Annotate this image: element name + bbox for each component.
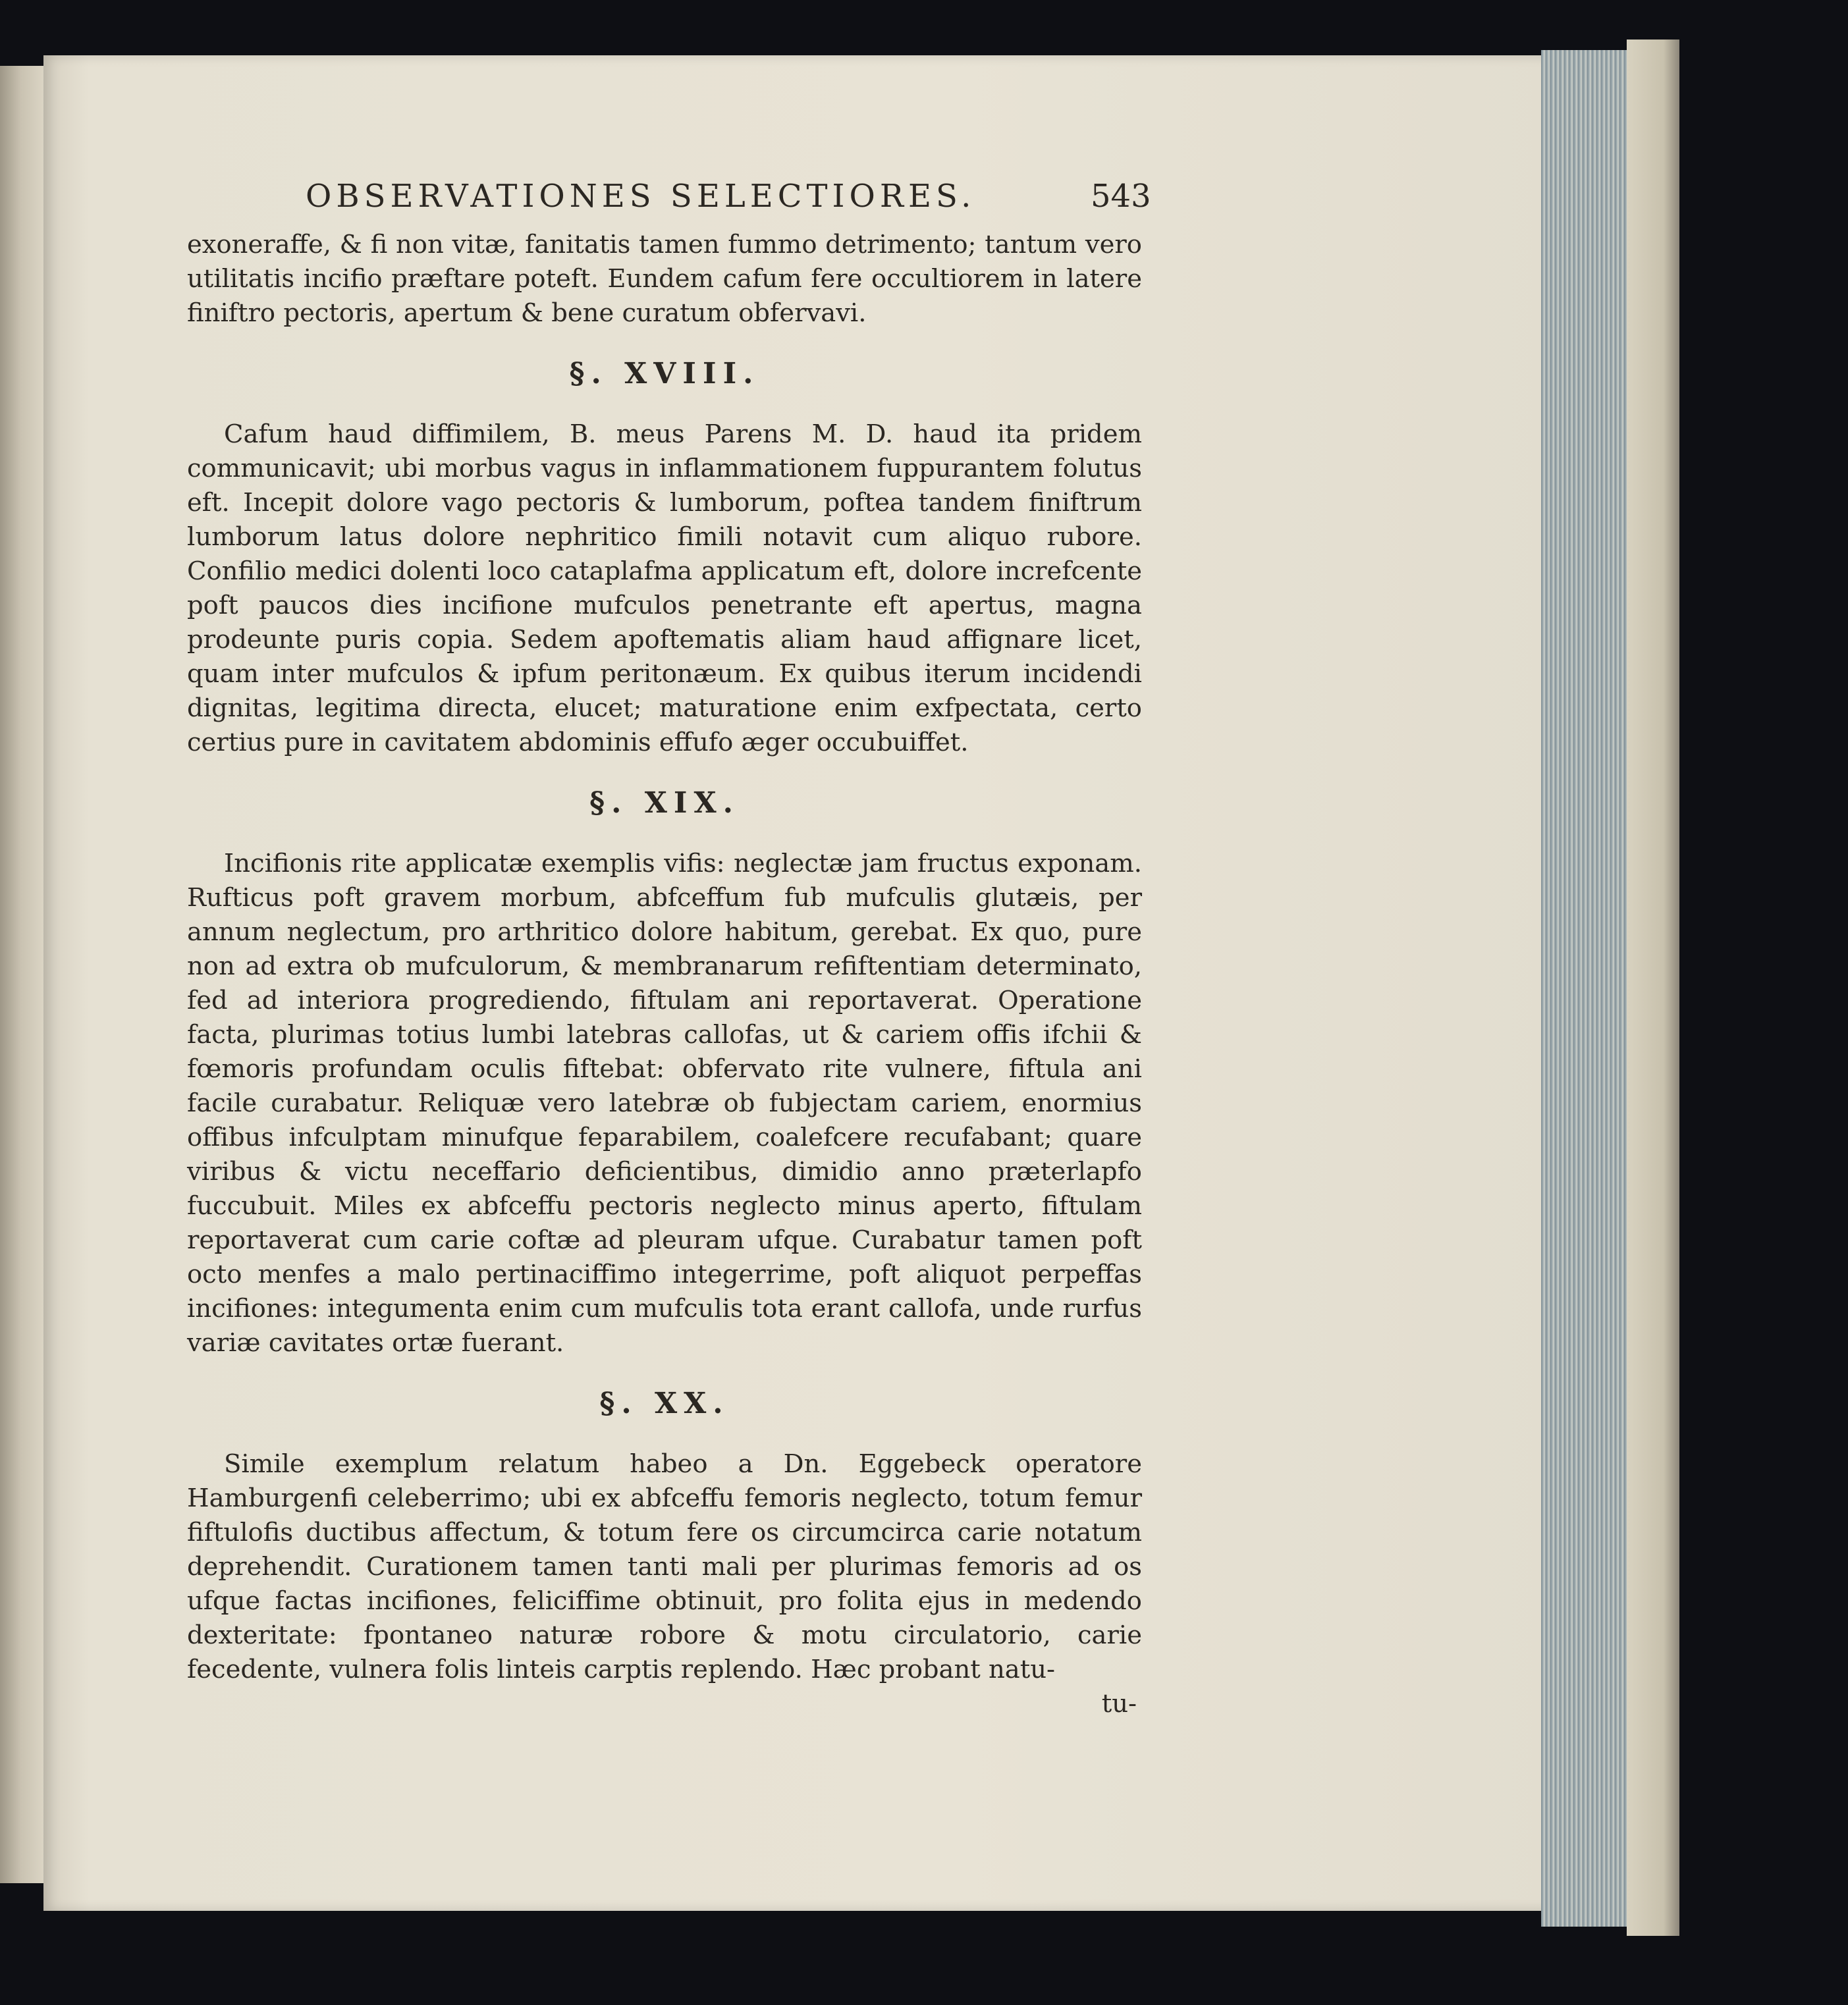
section-heading-xix: §. XIX. bbox=[589, 786, 740, 820]
section-heading-xx: §. XX. bbox=[599, 1387, 730, 1420]
section-text-xix: Incifionis rite applicatæ exemplis vifis: neglectæ jam fructus exponam. Rufticus poft gravem morbum, abfceffum fub mufculis glutæis, per annum neglectum, pro arthritico dolore habitum, gerebat. Ex quo, pure non ad extra ob mufculorum, & membranarum refiftentiam determinato, fed ad interiora progrediendo, fiftulam ani reportaverat. Operatione facta, plurimas totius lumbi latebras callofas, ut & cariem offis ifchii & fœmoris profundam oculis fiftebat: obfervato rite vulnere, fiftula ani facile curabatur. Reliquæ vero latebræ ob fubjectam cariem, enormius offibus infculptam minufque feparabilem, coalefcere recufabant; quare viribus & victu neceffario deficientibus, dimidio anno præterlapfo fuccubuit. Miles ex abfceffu pectoris neglecto minus aperto, fiftulam reportaverat cum carie coftæ ad pleuram ufque. Curabatur tamen poft octo menfes a malo pertinaciffimo integerrime, poft aliquot perpeffas incifiones: integumenta enim cum mufculis tota erant callofa, unde rurfus variæ cavitates ortæ fuerant. bbox=[187, 849, 1142, 1358]
catchword: tu- bbox=[1101, 1689, 1137, 1719]
opening-paragraph: exoneraffe, & fi non vitæ, fanitatis tamen fummo detrimento; tantum vero utilitatis incifio præftare poteft. Eundem cafum fere occultiorem in latere finiftro pectoris, apertum & bene curatum obfervavi. bbox=[187, 230, 1142, 328]
binding-board-edge bbox=[1627, 40, 1679, 1936]
running-title: OBSERVATIONES SELECTIORES. bbox=[306, 178, 976, 215]
running-head bbox=[187, 149, 1151, 228]
facing-page-edge bbox=[0, 66, 46, 1883]
section-text-xx: Simile exemplum relatum habeo a Dn. Eggebeck operatore Hamburgenfi celeberrimo; ubi ex abfceffu femoris neglecto, totum femur fiftulofis ductibus affectum, & totum fere os circumcirca carie notatum deprehendit. Curationem tamen tanti mali per plurimas femoris ad os ufque factas incifiones, feliciffime obtinuit, pro folita ejus in medendo dexteritate: fpontaneo naturæ robore & motu circulatorio, carie fecedente, vulnera folis linteis carptis replendo. Hæc probant natu- bbox=[187, 1449, 1142, 1684]
section-heading-xviii: §. XVIII. bbox=[569, 357, 760, 390]
page-number: 543 bbox=[1091, 178, 1151, 215]
section-text-xviii: Cafum haud diffimilem, B. meus Parens M. D. haud ita pridem communicavit; ubi morbus vagus in inflammationem fuppurantem folutus eft. Incepit dolore vago pectoris & lumborum, poftea tandem finiftrum lumborum latus dolore nephritico fimili notavit cum aliquo rubore. Confilio medici dolenti loco cataplafma applicatum eft, dolore increfcente poft paucos dies incifione mufculos penetrante eft apertus, magna prodeunte puris copia. Sedem apoftematis aliam haud affignare licet, quam inter mufculos & ipfum peritonæum. Ex quibus iterum incidendi dignitas, legitima directa, elucet; maturatione enim exfpectata, certo certius pure in cavitatem abdominis effufo æger occubuiffet. bbox=[187, 419, 1142, 757]
page-text bbox=[187, 149, 1151, 1721]
page-block-fore-edge bbox=[1541, 50, 1633, 1927]
